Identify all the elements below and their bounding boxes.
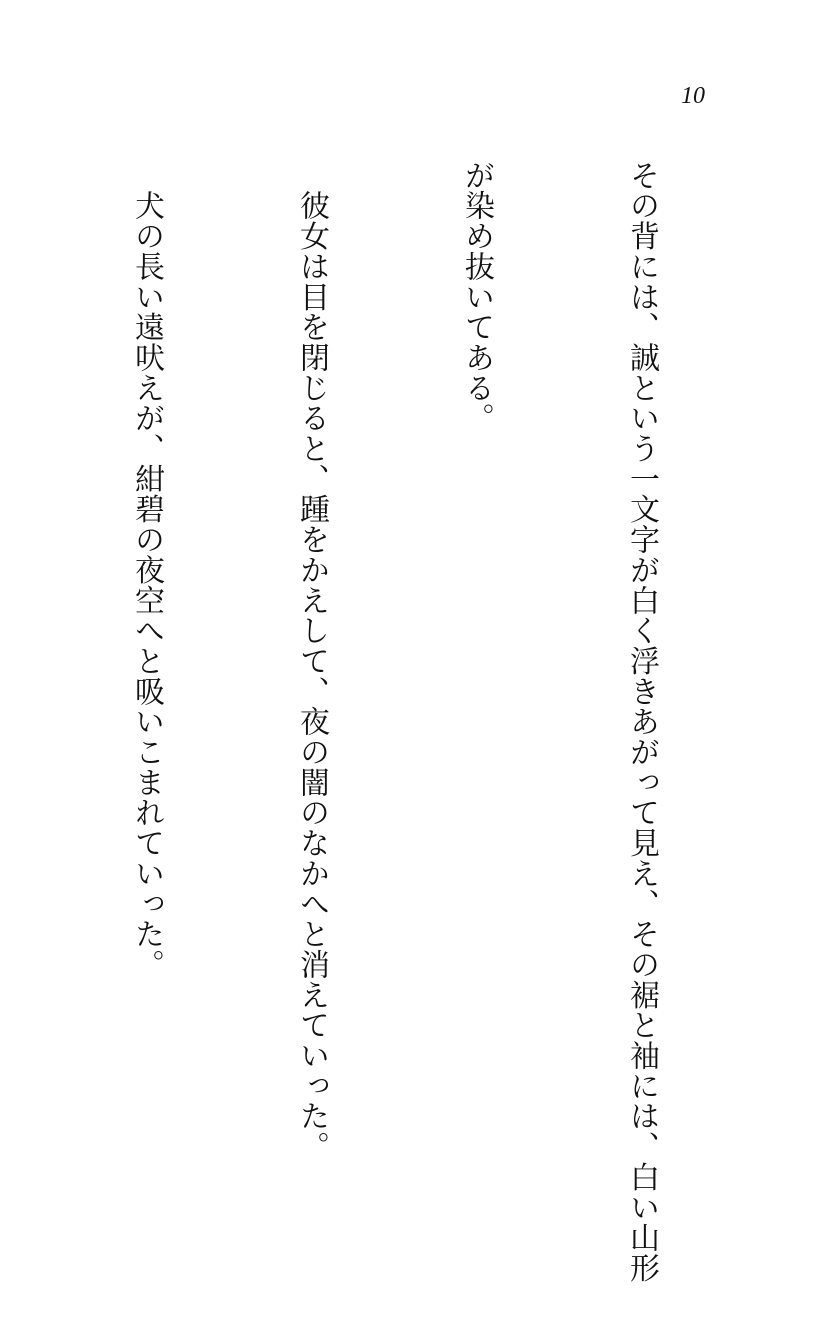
text-line: 犬の長い遠吠えが、紺碧の夜空へと吸いこまれていった。 [129,160,164,980]
vertical-text-block [0,160,779,1283]
page-number: 10 [681,83,705,109]
text-line: 彼女は目を閉じると、踵をかえして、夜の闇のなかへと消えていった。 [294,160,329,1162]
text-line: が染め抜いてある。 [459,160,494,434]
text-line: その背には、誠という一文字が白く浮きあがって見え、その裾と袖には、白い山形 [624,160,659,1283]
